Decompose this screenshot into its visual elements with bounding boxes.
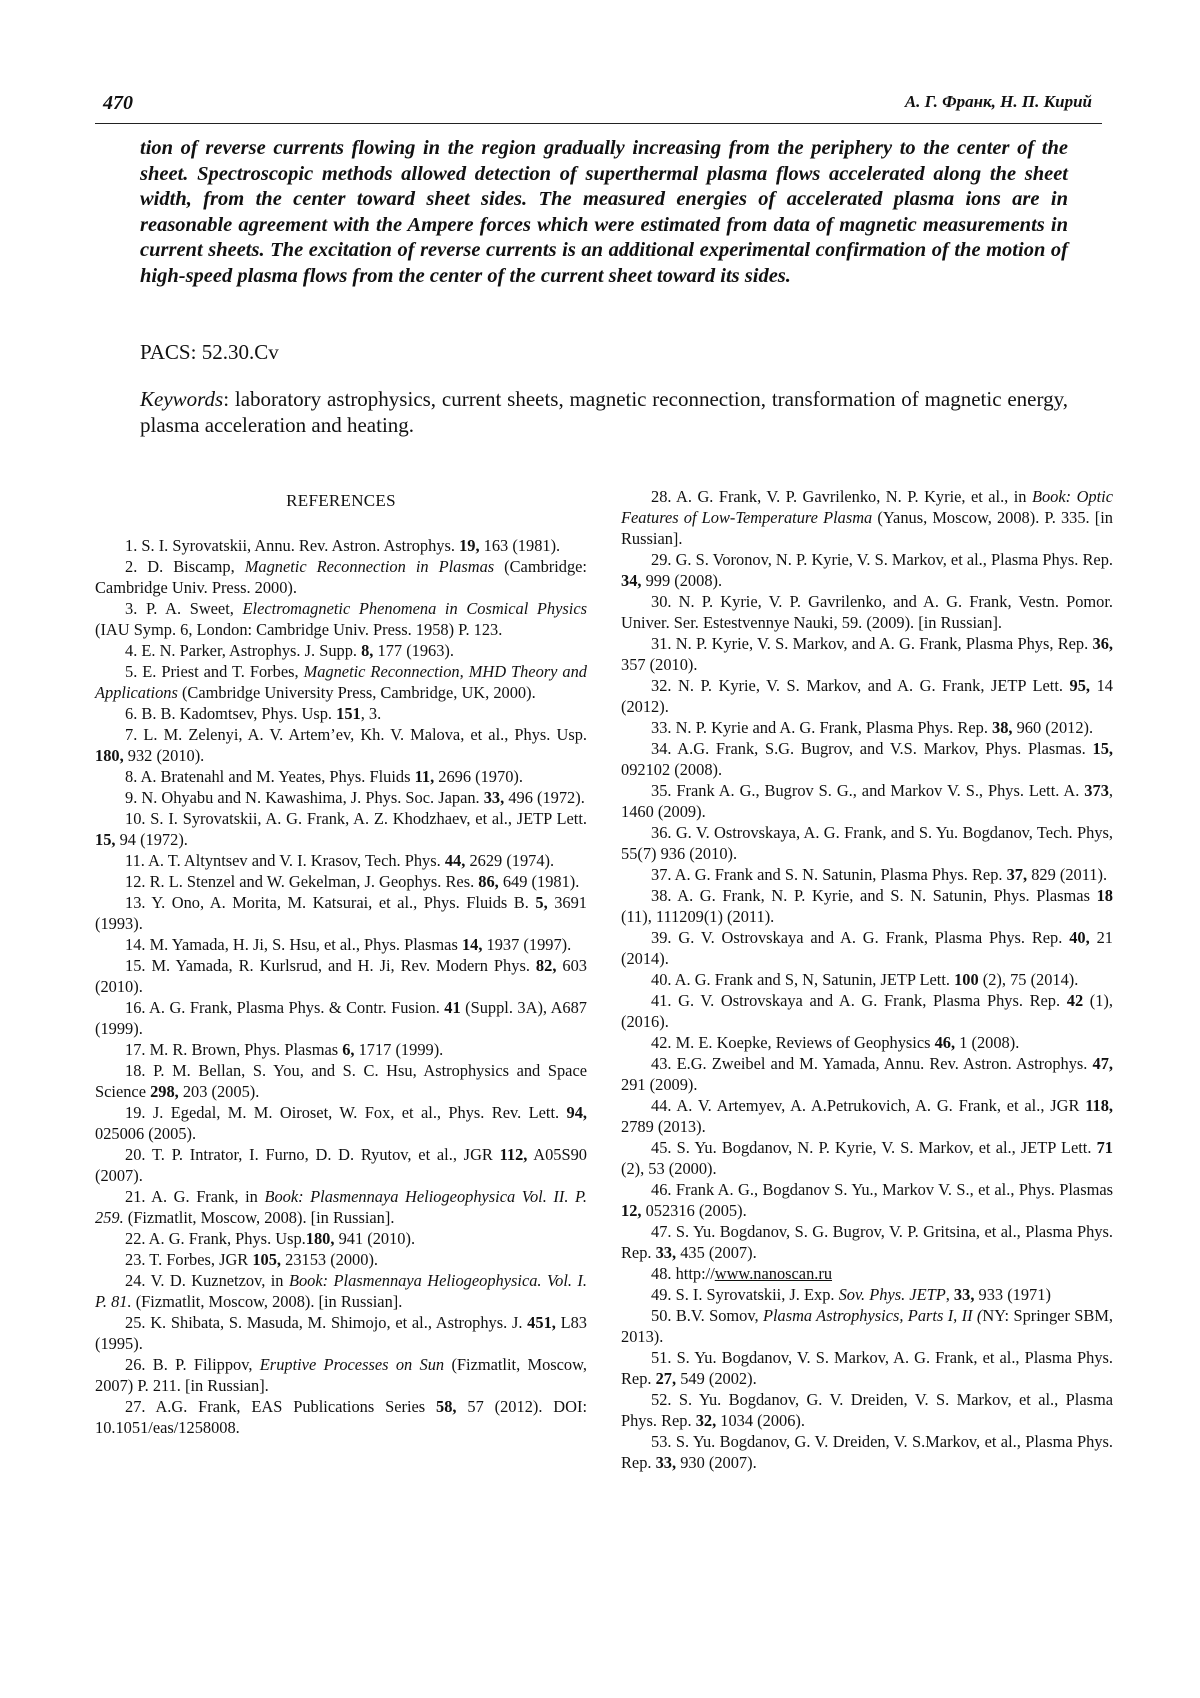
reference-volume: 6, xyxy=(342,1040,355,1059)
reference-text: (Fizmatlit, Moscow, 2008). [in Russian]. xyxy=(131,1292,403,1311)
reference-title: Plasma Astrophysics, Parts I, II ( xyxy=(762,1306,983,1325)
references-heading: REFERENCES xyxy=(286,491,396,510)
reference-list-left xyxy=(95,535,587,1438)
header-rule xyxy=(95,123,1102,124)
reference-entry xyxy=(95,640,587,661)
reference-text: 20. T. P. Intrator, I. Furno, D. D. Ryutov, et al., JGR xyxy=(125,1145,500,1164)
reference-text: 14. M. Yamada, H. Ji, S. Hsu, et al., Phys. Plasmas xyxy=(125,935,462,954)
reference-volume: 33, xyxy=(953,1285,975,1304)
reference-entry xyxy=(621,1053,1113,1095)
reference-text: (Cambridge: Cambridge Univ. Press. 2000). xyxy=(95,557,587,597)
reference-volume: 33, xyxy=(655,1243,677,1262)
reference-text: 26. B. P. Filippov, xyxy=(125,1355,260,1374)
reference-volume: 19, xyxy=(459,536,480,555)
reference-text: 1034 (2006). xyxy=(716,1411,805,1430)
reference-title: Book: Optic Features of Low-Temperature Plasma xyxy=(621,487,1113,527)
reference-text: 30. N. P. Kyrie, V. P. Gavrilenko, and A. G. Frank, Vestn. Pomor. Univer. Ser. Estestvennye Nauki, 59. (2009). [in Russian]. xyxy=(621,592,1113,632)
reference-volume: 42 xyxy=(1066,991,1084,1010)
reference-text: 23153 (2000). xyxy=(281,1250,378,1269)
page-number: 470 xyxy=(103,92,133,114)
reference-text: 44. A. V. Artemyev, A. A.Petrukovich, A. G. Frank, et al., JGR xyxy=(651,1096,1086,1115)
reference-volume: 37, xyxy=(1006,865,1028,884)
reference-title: Magnetic Reconnection in Plasmas xyxy=(244,557,495,576)
reference-text: 31. N. P. Kyrie, V. S. Markov, and A. G. Frank, Plasma Phys, Rep. xyxy=(651,634,1093,653)
reference-entry xyxy=(95,1270,587,1312)
reference-volume: 180, xyxy=(95,746,124,765)
reference-entry xyxy=(95,1354,587,1396)
reference-text: 11. A. T. Altyntsev and V. I. Krasov, Tech. Phys. xyxy=(125,851,445,870)
reference-text: 57 (2012). DOI: 10.1051/eas/1258008. xyxy=(95,1397,587,1437)
reference-entry xyxy=(95,1396,587,1438)
reference-text: 5. E. Priest and T. Forbes, xyxy=(125,662,304,681)
reference-text: 930 (2007). xyxy=(676,1453,757,1472)
reference-entry xyxy=(95,1060,587,1102)
reference-title: Electromagnetic Phenomena in Cosmical Physics xyxy=(242,599,587,618)
reference-volume: 105, xyxy=(252,1250,282,1269)
reference-volume: 180, xyxy=(305,1229,335,1248)
reference-text: , 3. xyxy=(360,704,382,723)
reference-text: (2), 75 (2014). xyxy=(978,970,1079,989)
reference-text: 51. S. Yu. Bogdanov, V. S. Markov, A. G. Frank, et al., Plasma Phys. Rep. xyxy=(621,1348,1113,1388)
reference-text: 22. A. G. Frank, Phys. Usp. xyxy=(125,1229,306,1248)
reference-entry xyxy=(621,738,1113,780)
reference-text: 27. A.G. Frank, EAS Publications Series xyxy=(125,1397,437,1416)
reference-text: 45. S. Yu. Bogdanov, N. P. Kyrie, V. S. Markov, et al., JETP Lett. xyxy=(651,1138,1097,1157)
reference-text: (Cambridge University Press, Cambridge, UK, 2000). xyxy=(177,683,536,702)
reference-volume: 8, xyxy=(361,641,374,660)
reference-text: 29. G. S. Voronov, N. P. Kyrie, V. S. Markov, et al., Plasma Phys. Rep. xyxy=(651,550,1113,569)
reference-text: 48. http:// xyxy=(651,1264,715,1283)
reference-entry xyxy=(621,1095,1113,1137)
reference-text: 2789 (2013). xyxy=(621,1117,706,1136)
reference-text: 23. T. Forbes, JGR xyxy=(125,1250,253,1269)
page-header xyxy=(95,92,1100,122)
reference-text: (2), 53 (2000). xyxy=(621,1159,717,1178)
reference-text: (1), (2016). xyxy=(621,991,1113,1031)
reference-text: 40. A. G. Frank and S, N, Satunin, JETP Lett. xyxy=(651,970,955,989)
reference-text: 3. P. A. Sweet, xyxy=(125,599,243,618)
reference-text: 36. G. V. Ostrovskaya, A. G. Frank, and S. Yu. Bogdanov, Tech. Phys, 55(7) 936 (2010). xyxy=(621,823,1113,863)
reference-volume: 11, xyxy=(414,767,435,786)
reference-entry xyxy=(95,535,587,556)
reference-text: 50. B.V. Somov, xyxy=(651,1306,763,1325)
reference-entry xyxy=(95,766,587,787)
reference-text: 41. G. V. Ostrovskaya and A. G. Frank, Plasma Phys. Rep. xyxy=(651,991,1067,1010)
reference-text: 7. L. M. Zelenyi, A. V. Artem’ev, Kh. V. Malova, et al., Phys. Usp. xyxy=(125,725,587,744)
reference-text: 34. A.G. Frank, S.G. Bugrov, and V.S. Markov, Phys. Plasmas. xyxy=(651,739,1093,758)
running-head: А. Г. Франк, Н. П. Кирий xyxy=(904,92,1092,111)
reference-text: 47. S. Yu. Bogdanov, S. G. Bugrov, V. P. Gritsina, et al., Plasma Phys. Rep. xyxy=(621,1222,1113,1262)
reference-title: Sov. Phys. JETP xyxy=(838,1285,946,1304)
reference-entry xyxy=(621,1263,1113,1284)
reference-entry xyxy=(95,1144,587,1186)
reference-text: (Fizmatlit, Moscow, 2008). [in Russian]. xyxy=(123,1208,395,1227)
reference-volume: 112, xyxy=(499,1145,528,1164)
reference-text: 33. N. P. Kyrie and A. G. Frank, Plasma Phys. Rep. xyxy=(651,718,993,737)
reference-title: Eruptive Processes on Sun xyxy=(259,1355,445,1374)
reference-text: 203 (2005). xyxy=(178,1082,260,1101)
reference-text: 18. P. M. Bellan, S. You, and S. C. Hsu, Astrophysics and Space Science xyxy=(95,1061,587,1101)
reference-entry xyxy=(95,598,587,640)
reference-text: 177 (1963). xyxy=(373,641,454,660)
reference-list-right xyxy=(621,486,1113,1473)
reference-text: 14 (2012). xyxy=(621,676,1113,716)
reference-text: 49. S. I. Syrovatskii, J. Exp. xyxy=(651,1285,839,1304)
reference-entry xyxy=(95,1249,587,1270)
reference-volume: 27, xyxy=(655,1369,677,1388)
reference-volume: 86, xyxy=(478,872,499,891)
reference-volume: 118, xyxy=(1085,1096,1113,1115)
reference-volume: 32, xyxy=(695,1411,717,1430)
pacs-code: PACS: 52.30.Cv xyxy=(140,340,279,364)
reference-volume: 15, xyxy=(95,830,116,849)
reference-entry xyxy=(95,808,587,850)
reference-volume: 298, xyxy=(150,1082,179,1101)
reference-volume: 95, xyxy=(1069,676,1091,695)
reference-text: 1937 (1997). xyxy=(482,935,572,954)
reference-entry xyxy=(95,1186,587,1228)
reference-text: 24. V. D. Kuznetzov, in xyxy=(125,1271,289,1290)
reference-text: 1 (2008). xyxy=(955,1033,1020,1052)
reference-entry xyxy=(621,549,1113,591)
reference-text: 291 (2009). xyxy=(621,1075,698,1094)
abstract-text: tion of reverse currents flowing in the region gradually increasing from the periphery to the center of the sheet. Spectroscopic methods allowed detection of superthermal plasma flows accelerated along the sheet width, from the center toward sheet sides. The measured energies of accelerated plasma ions are in reasonable agreement with the Ampere forces which were estimated from data of magnetic measurements in current sheets. The excitation of reverse currents is an additional experimental confirmation of the motion of high-speed plasma flows from the center of the current sheet toward its sides. xyxy=(140,137,1068,287)
reference-entry xyxy=(621,1032,1113,1053)
reference-volume: 33, xyxy=(483,788,505,807)
reference-text: 9. N. Ohyabu and N. Kawashima, J. Phys. Soc. Japan. xyxy=(125,788,484,807)
reference-text: (Fizmatlit, Moscow, 2007) P. 211. [in Russian]. xyxy=(95,1355,587,1395)
references-column-left xyxy=(95,486,587,1438)
reference-text: 52. S. Yu. Bogdanov, G. V. Dreiden, V. S. Markov, et al., Plasma Phys. Rep. xyxy=(621,1390,1113,1430)
reference-text: 46. Frank A. G., Bogdanov S. Yu., Markov V. S., et al., Phys. Plasmas xyxy=(651,1180,1113,1199)
reference-volume: 40, xyxy=(1069,928,1090,947)
reference-volume: 82, xyxy=(535,956,557,975)
reference-entry xyxy=(95,1228,587,1249)
reference-volume: 47, xyxy=(1092,1054,1113,1073)
reference-volume: 451, xyxy=(527,1313,556,1332)
reference-text: 35. Frank A. G., Bugrov S. G., and Markov V. S., Phys. Lett. A. xyxy=(651,781,1085,800)
reference-text: 932 (2010). xyxy=(123,746,205,765)
reference-entry xyxy=(95,955,587,997)
reference-text: 829 (2011). xyxy=(1027,865,1108,884)
reference-volume: 44, xyxy=(444,851,466,870)
reference-volume: 94, xyxy=(566,1103,587,1122)
reference-entry xyxy=(621,990,1113,1032)
reference-volume: 58, xyxy=(436,1397,457,1416)
reference-text: 025006 (2005). xyxy=(95,1124,197,1143)
reference-text: 28. A. G. Frank, V. P. Gavrilenko, N. P. Kyrie, et al., in xyxy=(651,487,1032,506)
reference-text: 16. A. G. Frank, Plasma Phys. & Contr. Fusion. xyxy=(125,998,445,1017)
reference-text: 37. A. G. Frank and S. N. Satunin, Plasma Phys. Rep. xyxy=(651,865,1007,884)
reference-text: 999 (2008). xyxy=(641,571,723,590)
reference-volume: 18 xyxy=(1096,886,1113,905)
reference-title: Magnetic Reconnection, MHD Theory and Applications xyxy=(95,662,587,702)
reference-entry xyxy=(621,486,1113,549)
reference-entry xyxy=(95,892,587,934)
reference-text: 6. B. B. Kadomtsev, Phys. Usp. xyxy=(125,704,337,723)
keywords-text: : laboratory astrophysics, current sheets, magnetic reconnection, transformation of magnetic energy, plasma acceleration and heating. xyxy=(140,387,1068,437)
reference-text: 39. G. V. Ostrovskaya and A. G. Frank, Plasma Phys. Rep. xyxy=(651,928,1070,947)
reference-volume: 34, xyxy=(621,571,642,590)
reference-volume: 38, xyxy=(992,718,1013,737)
reference-text: 357 (2010). xyxy=(621,655,698,674)
reference-entry xyxy=(621,1431,1113,1473)
reference-link[interactable]: www.nanoscan.ru xyxy=(714,1264,833,1283)
reference-entry xyxy=(621,1179,1113,1221)
reference-entry xyxy=(621,1284,1113,1305)
references-column-right xyxy=(621,486,1113,1473)
reference-entry xyxy=(621,633,1113,675)
reference-entry xyxy=(621,1305,1113,1347)
reference-text: 94 (1972). xyxy=(115,830,188,849)
reference-text: 1. S. I. Syrovatskii, Annu. Rev. Astron. Astrophys. xyxy=(125,536,460,555)
reference-entry xyxy=(95,1102,587,1144)
reference-text: 2629 (1974). xyxy=(465,851,555,870)
reference-entry xyxy=(621,780,1113,822)
reference-text: 17. M. R. Brown, Phys. Plasmas xyxy=(125,1040,343,1059)
reference-text: NY: Springer SBM, 2013). xyxy=(621,1306,1113,1346)
reference-text: 19. J. Egedal, M. M. Oiroset, W. Fox, et al., Phys. Rev. Lett. xyxy=(125,1103,567,1122)
reference-text: 2696 (1970). xyxy=(434,767,523,786)
reference-entry xyxy=(621,885,1113,927)
reference-entry xyxy=(95,787,587,808)
reference-entry xyxy=(95,724,587,766)
reference-entry xyxy=(621,717,1113,738)
reference-text: (Suppl. 3A), A687 (1999). xyxy=(95,998,587,1038)
reference-volume: 373 xyxy=(1084,781,1109,800)
reference-text: 43. E.G. Zweibel and M. Yamada, Annu. Rev. Astron. Astrophys. xyxy=(651,1054,1093,1073)
reference-text: 38. A. G. Frank, N. P. Kyrie, and S. N. Satunin, Phys. Plasmas xyxy=(651,886,1097,905)
reference-volume: 14, xyxy=(461,935,483,954)
reference-volume: 151 xyxy=(336,704,361,723)
reference-volume: 33, xyxy=(655,1453,677,1472)
reference-volume: 36, xyxy=(1092,634,1113,653)
reference-text: 25. K. Shibata, S. Masuda, M. Shimojo, et al., Astrophys. J. xyxy=(125,1313,528,1332)
reference-text: 3691 (1993). xyxy=(95,893,587,933)
reference-text: 092102 (2008). xyxy=(621,760,723,779)
reference-entry xyxy=(621,1221,1113,1263)
reference-text: 8. A. Bratenahl and M. Yeates, Phys. Fluids xyxy=(125,767,415,786)
reference-text: 42. M. E. Koepke, Reviews of Geophysics xyxy=(651,1033,935,1052)
reference-text: 163 (1981). xyxy=(479,536,561,555)
reference-entry xyxy=(621,675,1113,717)
reference-text: 4. E. N. Parker, Astrophys. J. Supp. xyxy=(125,641,362,660)
reference-text: 21. A. G. Frank, in xyxy=(125,1187,265,1206)
reference-title: Book: Plasmennaya Heliogeophysica Vol. II. P. 259. xyxy=(95,1187,587,1227)
reference-volume: 15, xyxy=(1092,739,1113,758)
reference-text: 10. S. I. Syrovatskii, A. G. Frank, A. Z. Khodzhaev, et al., JETP Lett. xyxy=(125,809,587,828)
reference-text: , xyxy=(945,1285,954,1304)
reference-text: 13. Y. Ono, A. Morita, M. Katsurai, et al., Phys. Fluids B. xyxy=(125,893,536,912)
reference-entry xyxy=(95,556,587,598)
reference-entry xyxy=(95,1312,587,1354)
reference-volume: 100 xyxy=(954,970,979,989)
reference-text: 941 (2010). xyxy=(334,1229,416,1248)
reference-text: 052316 (2005). xyxy=(641,1201,747,1220)
reference-volume: 41 xyxy=(444,998,461,1017)
reference-volume: 71 xyxy=(1096,1138,1113,1157)
reference-entry xyxy=(621,1347,1113,1389)
reference-text: L83 (1995). xyxy=(95,1313,587,1353)
reference-text: 15. M. Yamada, R. Kurlsrud, and H. Ji, Rev. Modern Phys. xyxy=(125,956,536,975)
reference-text: 12. R. L. Stenzel and W. Gekelman, J. Geophys. Res. xyxy=(125,872,479,891)
reference-text: 933 (1971) xyxy=(974,1285,1051,1304)
reference-entry xyxy=(621,1389,1113,1431)
keywords-label: Keywords xyxy=(140,387,224,411)
reference-entry xyxy=(621,591,1113,633)
reference-text: 960 (2012). xyxy=(1012,718,1094,737)
reference-entry xyxy=(95,703,587,724)
reference-entry xyxy=(95,871,587,892)
reference-text: 496 (1972). xyxy=(504,788,585,807)
reference-entry xyxy=(95,850,587,871)
reference-entry xyxy=(621,864,1113,885)
reference-entry xyxy=(621,969,1113,990)
reference-text: 603 (2010). xyxy=(95,956,588,996)
reference-text: 549 (2002). xyxy=(676,1369,757,1388)
reference-text: (IAU Symp. 6, London: Cambridge Univ. Press. 1958) P. 123. xyxy=(95,620,503,639)
reference-text: 32. N. P. Kyrie, V. S. Markov, and A. G. Frank, JETP Lett. xyxy=(651,676,1070,695)
reference-entry xyxy=(95,934,587,955)
reference-volume: 46, xyxy=(934,1033,956,1052)
reference-text: A05S90 (2007). xyxy=(95,1145,587,1185)
reference-volume: 5, xyxy=(535,893,548,912)
reference-text: 21 (2014). xyxy=(621,928,1113,968)
reference-text: 2. D. Biscamp, xyxy=(125,557,245,576)
reference-text: (11), 111209(1) (2011). xyxy=(621,907,775,926)
reference-entry xyxy=(95,997,587,1039)
reference-text: , 1460 (2009). xyxy=(621,781,1113,821)
reference-text: 1717 (1999). xyxy=(354,1040,444,1059)
reference-entry xyxy=(621,822,1113,864)
reference-entry xyxy=(95,661,587,703)
reference-text: 649 (1981). xyxy=(498,872,580,891)
reference-text: (Yanus, Moscow, 2008). P. 335. [in Russian]. xyxy=(621,508,1113,548)
keywords xyxy=(140,386,1068,438)
reference-text: 435 (2007). xyxy=(676,1243,757,1262)
reference-entry xyxy=(621,927,1113,969)
reference-entry xyxy=(95,1039,587,1060)
reference-text: 53. S. Yu. Bogdanov, G. V. Dreiden, V. S.Markov, et al., Plasma Phys. Rep. xyxy=(621,1432,1113,1472)
reference-volume: 12, xyxy=(621,1201,642,1220)
reference-entry xyxy=(621,1137,1113,1179)
reference-title: Book: Plasmennaya Heliogeophysica. Vol. I. P. 81. xyxy=(95,1271,587,1311)
